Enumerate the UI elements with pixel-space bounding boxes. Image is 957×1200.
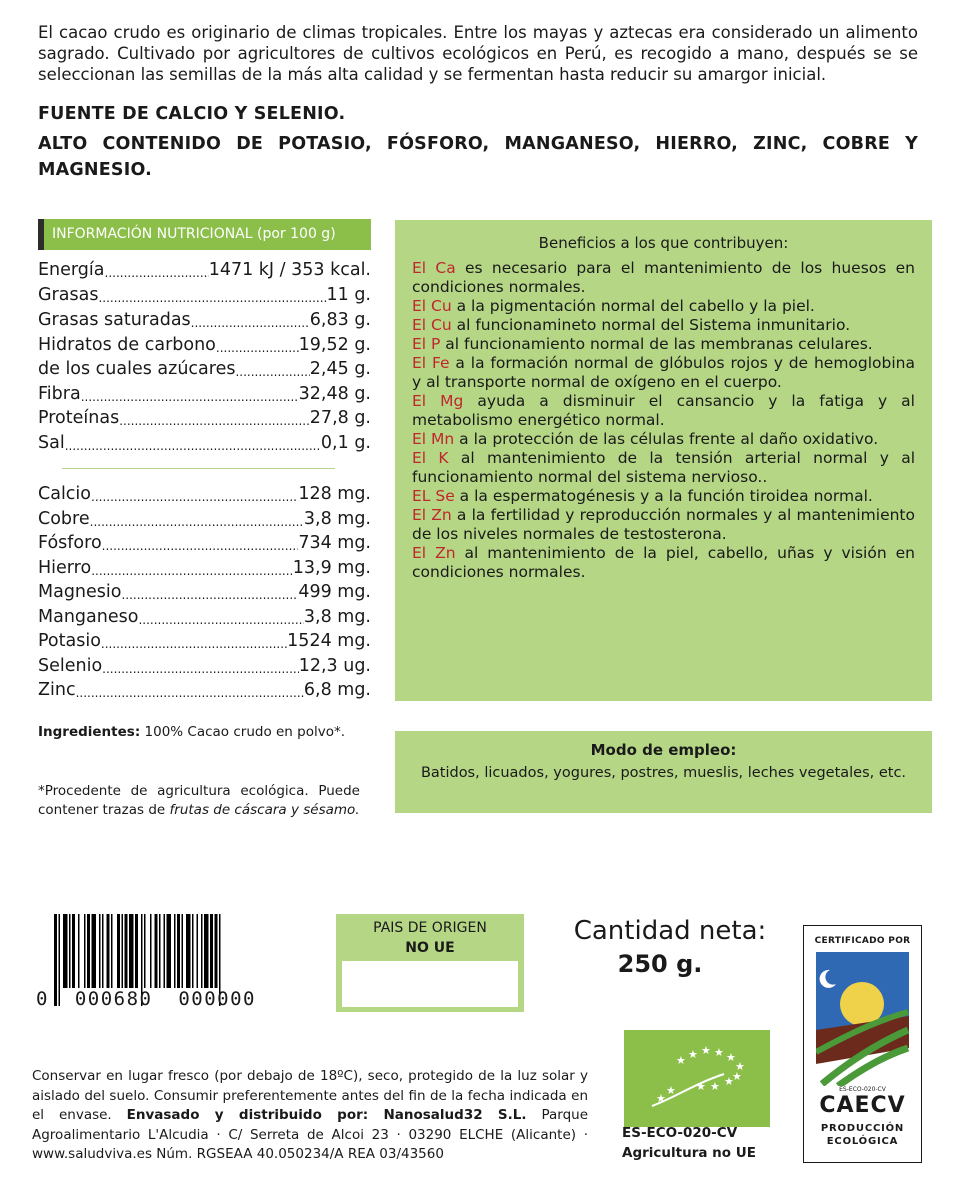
svg-text:★: ★ (656, 1092, 666, 1105)
benefit-element: El K (412, 449, 449, 467)
svg-text:★: ★ (696, 1080, 706, 1093)
net-quantity-label: Cantidad neta: (573, 916, 767, 946)
benefit-item (412, 297, 915, 316)
benefit-item (412, 430, 915, 449)
svg-text:★: ★ (701, 1044, 711, 1057)
caecv-name: CAECV (819, 1093, 906, 1118)
benefit-item (412, 544, 915, 582)
benefit-text: a la espermatogénesis y a la función tiroidea normal. (454, 487, 873, 505)
intro-paragraph: El cacao crudo es originario de climas tropicales. Entre los mayas y aztecas era considerado un alimento sagrado. Cultivado por agricultores de cultivos ecológicos en Perú, es recogido a mano, después se se seleccionan las semillas de la más alta calidad y se fermentan hasta reducir su amargor inicial. (38, 23, 918, 84)
benefit-element: El Zn (412, 544, 456, 562)
benefit-text: a la protección de las células frente al daño oxidativo. (454, 430, 879, 448)
nutrition-row: Sal ..... 0,1 g. (38, 431, 371, 455)
benefits-title: Beneficios a los que contribuyen: (538, 234, 789, 252)
mineral-row: Selenio ..... 12,3 ug. (38, 654, 371, 678)
benefit-element: El Fe (412, 354, 450, 372)
mineral-row: Potasio ..... 1524 mg. (38, 629, 371, 653)
caecv-certified-by: CERTIFICADO POR (814, 936, 911, 946)
storage-info (32, 1067, 588, 1165)
benefits-list (412, 259, 915, 582)
ingredients-label: Ingredientes: (38, 724, 141, 740)
nutrition-header (38, 219, 371, 250)
svg-text:★: ★ (735, 1060, 745, 1073)
usage-text: Batidos, licuados, yogures, postres, mueslis, leches vegetales, etc. (420, 765, 907, 781)
benefit-item (412, 487, 915, 506)
benefit-item (412, 392, 915, 430)
nutrition-row: Energía ..... 1471 kJ / 353 kcal. (38, 258, 371, 282)
benefit-text: al funcionamiento normal de las membranas celulares. (440, 335, 873, 353)
ingredients-note (38, 782, 360, 820)
packer-info: Envasado y distribuido por: Nanosalud32 S.L. (126, 1107, 527, 1123)
benefit-element: EL Se (412, 487, 455, 505)
storage-text: Conservar en lugar fresco (por debajo de 18ºC), seco, protegido de la luz solar y aislado del suelo. Consumir preferentemente antes del fin de la fecha indicada en el envase. (32, 1068, 588, 1123)
nutrition-row: Proteínas ..... 27,8 g. (38, 406, 371, 430)
nutrition-row: Fibra ..... 32,48 g. (38, 382, 371, 406)
caecv-logo-icon (816, 952, 909, 1086)
mineral-row: Calcio ..... 128 mg. (38, 482, 371, 506)
benefit-element: El Ca (412, 259, 456, 277)
mineral-row: Zinc ..... 6,8 mg. (38, 678, 371, 702)
caecv-code: ES-ECO-020-CV (839, 1086, 886, 1093)
mineral-row: Hierro ..... 13,9 mg. (38, 556, 371, 580)
benefit-element: El Zn (412, 506, 452, 524)
origin-blank-field (342, 961, 518, 1007)
mineral-row: Cobre ..... 3,8 mg. (38, 507, 371, 531)
benefit-item (412, 335, 915, 354)
claim-minerals: ALTO CONTENIDO DE POTASIO, FÓSFORO, MANGANESO, HIERRO, ZINC, COBRE Y MAGNESIO. (38, 134, 918, 180)
benefit-text: al funcionamineto normal del Sistema inmunitario. (451, 316, 851, 334)
origin-value: NO UE (405, 940, 455, 956)
caecv-production: PRODUCCIÓN (820, 1123, 905, 1134)
benefit-text: a la pigmentación normal del cabello y la piel. (451, 297, 815, 315)
svg-text:★: ★ (732, 1070, 742, 1083)
net-quantity-value: 250 g. (617, 950, 703, 978)
benefit-element: El P (412, 335, 441, 353)
benefit-text: es necesario para el mantenimiento de los huesos en condiciones normales. (412, 259, 915, 296)
svg-text:★: ★ (726, 1051, 736, 1064)
mineral-row: Magnesio ..... 499 mg. (38, 580, 371, 604)
svg-text:★: ★ (666, 1084, 676, 1097)
claim-calcium-selenium: FUENTE DE CALCIO Y SELENIO. (38, 104, 346, 124)
mineral-row: Manganeso ..... 3,8 mg. (38, 605, 371, 629)
benefit-text: a la formación normal de glóbulos rojos y de hemoglobina y al transporte normal de oxígeno en el cuerpo. (412, 354, 915, 391)
benefit-element: El Mn (412, 430, 455, 448)
ingredients-note-plain: *Procedente de agricultura ecológica. Puede contener trazas de (38, 783, 360, 818)
benefits-box (395, 220, 932, 701)
usage-title: Modo de empleo: (590, 741, 737, 759)
nutrition-header-bar (38, 219, 44, 250)
benefit-text: ayuda a disminuir el cansancio y la fatiga y al metabolismo energético normal. (412, 392, 915, 429)
benefit-text: al mantenimiento de la piel, cabello, uñas y visión en condiciones normales. (412, 544, 915, 581)
benefit-item (412, 259, 915, 297)
nutrition-row: de los cuales azúcares ..... 2,45 g. (38, 357, 371, 381)
caecv-ecological: ECOLÓGICA (826, 1136, 899, 1147)
benefit-item (412, 354, 915, 392)
svg-text:★: ★ (714, 1046, 724, 1059)
caecv-certification (803, 925, 922, 1163)
svg-text:★: ★ (724, 1075, 734, 1088)
ingredients-note-italic: frutas de cáscara y sésamo. (169, 802, 360, 818)
benefit-item (412, 316, 915, 335)
benefit-item (412, 506, 915, 544)
benefit-element: El Mg (412, 392, 464, 410)
benefit-element: El Cu (412, 316, 452, 334)
svg-text:★: ★ (710, 1080, 720, 1093)
benefit-element: El Cu (412, 297, 452, 315)
nutrition-divider (62, 468, 335, 469)
nutrition-row: Grasas ..... 11 g. (38, 283, 371, 307)
barcode-number: 0 000680 000000 (36, 988, 256, 1010)
svg-text:★: ★ (688, 1048, 698, 1061)
origin-title: PAIS DE ORIGEN (373, 920, 487, 936)
benefit-text: a la fertilidad y reproducción normales y al mantenimiento de los niveles normales de testosterona. (412, 506, 915, 543)
benefit-text: al mantenimiento de la tensión arterial normal y al funcionamiento normal del sistema nervioso.. (412, 449, 915, 486)
address-text: Parque Agroalimentario L'Alcudia · C/ Serreta de Alcoi 23 · 03290 ELCHE (Alicante) · www.saludviva.es Núm. RGSEAA 40.050234/A REA 03/43560 (32, 1107, 588, 1162)
svg-text:★: ★ (676, 1054, 686, 1067)
origin-box (336, 914, 524, 1012)
usage-box (395, 731, 932, 813)
nutrition-row: Grasas saturadas ..... 6,83 g. (38, 308, 371, 332)
eu-control-code: ES-ECO-020-CV (622, 1125, 738, 1141)
mineral-row: Fósforo ..... 734 mg. (38, 531, 371, 555)
ingredients (38, 723, 360, 742)
ingredients-text: 100% Cacao crudo en polvo*. (140, 724, 346, 740)
benefit-item (412, 449, 915, 487)
nutrition-row: Hidratos de carbono ..... 19,52 g. (38, 333, 371, 357)
eu-organic-leaf-icon (624, 1030, 770, 1127)
eu-agriculture-origin: Agricultura no UE (622, 1145, 756, 1161)
nutrition-header-text: INFORMACIÓN NUTRICIONAL (por 100 g) (52, 226, 336, 242)
